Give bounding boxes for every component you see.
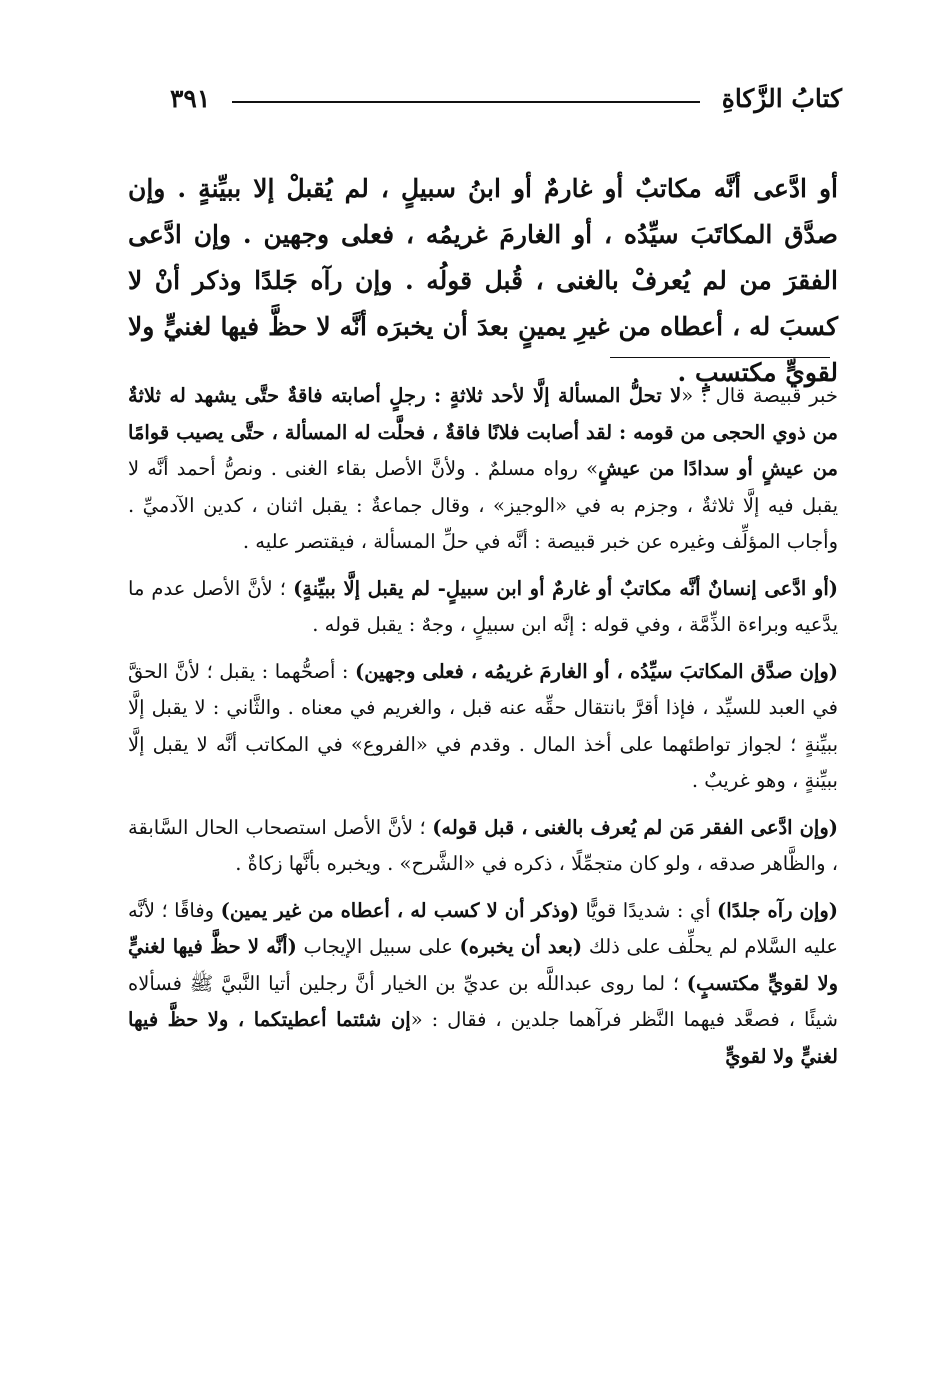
page-number: ٣٩١ bbox=[170, 83, 211, 113]
matn-text: أو ادَّعى أنَّه مكاتبٌ أو غارمٌ أو ابنُ سبيلٍ ، لم يُقبلْ إلا ببيِّنةٍ . وإن صدَّق المكاتَبَ سيِّدُه ، أو الغارمَ غريمُه ، فعلى وجهين . وإن ادَّعى الفقرَ من لم يُعرفْ بالغنى ، قُبل قولُه . وإن رآه جَلدًا وذكر أنْ لا كسبَ له ، أعطاه من غيرِ يمينٍ بعدَ أن يخبرَه أنَّه لا حظَّ فيها لغنيٍّ ولا لقويٍّ مكتسبٍ . bbox=[128, 174, 838, 387]
running-title: كتابُ الزَّكاةِ bbox=[721, 83, 842, 113]
page-header bbox=[170, 78, 842, 118]
commentary-text: وفاقًا ؛ لأنَّه عليه السَّلام لم يحلِّف على ذلك bbox=[128, 898, 838, 958]
commentary-text: خبر قبيصة قال : « bbox=[681, 384, 838, 407]
commentary-text: ؛ لما روى عبداللَّه بن عديِّ بن الخيار أنَّ رجلين أتيا النَّبيَّ ﷺ فسألاه شيئًا ، فصعَّد فيهما النَّظر فرآهما جلدين ، فقال : « bbox=[128, 971, 838, 1031]
commentary-paragraph-3 bbox=[128, 654, 838, 800]
commentary-text: ؛ لأنَّ الأصل استصحاب الحال السَّابقة ، والظَّاهر صدقه ، ولو كان متجمِّلًا ، ذكره في «الشَّرح» . ويخبره بأنَّها زكاةٌ . bbox=[128, 815, 838, 875]
matn-quote: (وذكر أن لا كسب له ، أعطاه من غير يمين) bbox=[220, 898, 579, 922]
commentary-text: ؛ لأنَّ الأصل عدم ما يدَّعيه وبراءة الذِّمَّة ، وفي قوله : إنَّه ابن سبيلٍ ، وجهٌ : يقبل قوله . bbox=[128, 576, 838, 636]
matn-quote: (بعد أن يخبره) bbox=[459, 935, 583, 958]
hadith-quote: لا تحلُّ المسألة إلَّا لأحد ثلاثةٍ : رجلٍ أصابته فاقةٌ حتَّى يشهد له ثلاثةٌ من ذوي الحجى من قومه : لقد أصابت فلانًا فاقةٌ ، فحلَّت له المسألة ، حتَّى يصيب قوامًا من عيشٍ أو سدادًا من عيشٍ bbox=[128, 384, 838, 480]
commentary-text: » رواه مسلمٌ . ولأنَّ الأصل بقاء الغنى . ونصُّ أحمد أنَّه لا يقبل فيه إلَّا ثلاثةٌ ، وجزم به في «الوجيز» ، وقال جماعةٌ : يقبل اثنان ، كدين الآدميِّ . وأجاب المؤلِّف وغيره عن خبر قبيصة : أنَّه في حلِّ المسألة ، فيقتصر عليه . bbox=[128, 457, 838, 553]
commentary-text: : أصحُّهما : يقبل ؛ لأنَّ الحقَّ في العبد للسيِّد ، فإذا أقرَّ بانتقال حقِّه عنه قبل ، والغريم في معناه . والثَّاني : لا يقبل إلَّا ببيِّنةٍ ؛ لجواز تواطئهما على أخذ المال . وقدم في «الفروع» في المكاتب أنَّه لا يقبل إلَّا ببيِّنةٍ ، وهو غريبٌ . bbox=[128, 659, 838, 792]
hadith-quote: إن شئتما أعطيتكما ، ولا حظَّ فيها لغنيٍّ ولا لقويٍّ bbox=[128, 1008, 838, 1068]
header-rule bbox=[232, 101, 699, 103]
matn-quote: (وإن رآه جلدًا) bbox=[717, 898, 839, 922]
commentary-paragraph-4 bbox=[128, 810, 838, 883]
matn-quote: (وإن صدَّق المكاتبَ سيِّدُه ، أو الغارمَ غريمُه ، فعلى وجهين) bbox=[354, 659, 839, 683]
commentary-text: على سبيل الإيجاب bbox=[296, 935, 460, 958]
matn-quote: (أنَّه لا حظَّ فيها لغنيٍّ ولا لقويٍّ مكتسبٍ) bbox=[128, 935, 838, 995]
commentary-paragraph-2 bbox=[128, 571, 838, 644]
commentary-paragraph-1 bbox=[128, 378, 838, 561]
footnote-divider bbox=[610, 357, 830, 358]
commentary-paragraph-5 bbox=[128, 893, 838, 1076]
matn-quote: (أو ادَّعى إنسانٌ أنَّه مكاتبٌ أو غارمٌ أو ابن سبيلٍ- لم يقبل إلَّا ببيِّنةٍ) bbox=[293, 576, 838, 600]
commentary-text: أي : شديدًا قويًّا bbox=[578, 898, 718, 922]
commentary bbox=[128, 378, 838, 1085]
matn-quote: (وإن ادَّعى الفقر مَن لم يُعرف بالغنى ، قبل قوله) bbox=[432, 815, 838, 839]
